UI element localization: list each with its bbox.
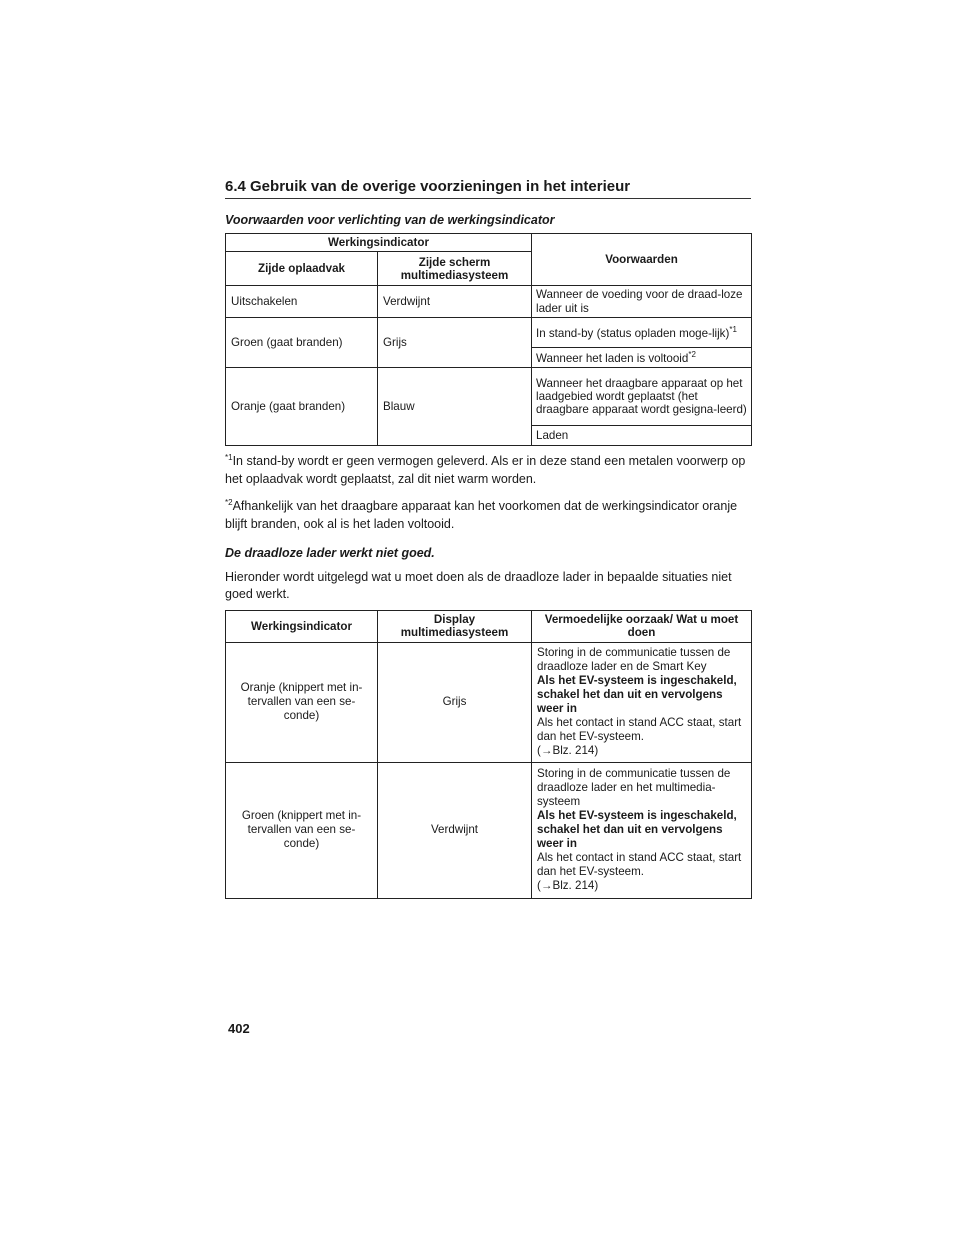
table1-cell: Groen (gaat branden) bbox=[226, 318, 378, 368]
footnote-1 bbox=[225, 452, 751, 488]
table1-head-conditions: Voorwaarden bbox=[532, 234, 752, 286]
action-text: Als het EV-systeem is ingeschakeld, schakel het dan uit en vervolgens weer in bbox=[537, 674, 737, 715]
troubleshooting-table bbox=[225, 610, 752, 899]
table1-cell: Laden bbox=[532, 426, 752, 446]
cause-text: Storing in de communicatie tussen de draadloze lader en het multimedia-systeem bbox=[537, 767, 731, 809]
trouble-intro: Hieronder wordt uitgelegd wat u moet doen als de draadloze lader in bepaalde situaties niet goed werkt. bbox=[225, 569, 732, 601]
indicator-conditions-table bbox=[225, 233, 752, 446]
table1-cell-text: Wanneer het laden is voltooid bbox=[536, 351, 689, 365]
footnote-ref: *1 bbox=[729, 324, 737, 334]
footnote-2 bbox=[225, 497, 751, 533]
table2-head-display: Display multimediasysteem bbox=[378, 610, 532, 642]
table2-head-cause: Vermoedelijke oorzaak/ Wat u moet doen bbox=[532, 610, 752, 642]
table-row bbox=[226, 762, 752, 898]
table-row bbox=[226, 286, 752, 318]
table1-title: Voorwaarden voor verlichting van de werkingsindicator bbox=[225, 213, 555, 227]
table1-cell: Verdwijnt bbox=[378, 286, 532, 318]
page-number: 402 bbox=[228, 1021, 250, 1036]
trouble-heading: De draadloze lader werkt niet goed. bbox=[225, 545, 435, 560]
table1-head-charging-side: Zijde oplaadvak bbox=[226, 252, 378, 286]
table-row bbox=[226, 318, 752, 348]
footnote-text: Afhankelijk van het draagbare apparaat kan het voorkomen dat de werkingsindicator oranje blijft branden, ook al is het laden voltooid. bbox=[225, 499, 738, 531]
table1-cell-text: In stand-by (status opladen moge-lijk) bbox=[536, 326, 730, 340]
table2-cell bbox=[532, 642, 752, 762]
table1-cell: Grijs bbox=[378, 318, 532, 368]
footnote-mark: *1 bbox=[225, 453, 233, 463]
table1-head-group: Werkingsindicator bbox=[226, 234, 532, 252]
action-text: Als het EV-systeem is ingeschakeld, schakel het dan uit en vervolgens weer in bbox=[537, 809, 737, 850]
cause-text: Storing in de communicatie tussen de draadloze lader en de Smart Key bbox=[537, 646, 731, 674]
table1-head-screen-side: Zijde scherm multimediasysteem bbox=[378, 252, 532, 286]
table2-cell: Oranje (knippert met in-tervallen van een se-conde) bbox=[226, 642, 378, 762]
footnote-ref: *2 bbox=[688, 350, 696, 359]
page-content bbox=[225, 178, 751, 899]
section-title: 6.4 Gebruik van de overige voorzieningen in het interieur bbox=[225, 178, 751, 199]
footnote-text: In stand-by wordt er geen vermogen geleverd. Als er in deze stand een metalen voorwerp op het oplaadvak wordt geplaatst, zal dit niet warm worden. bbox=[225, 454, 746, 486]
table-row bbox=[226, 642, 752, 762]
page-reference: (→Blz. 214) bbox=[537, 743, 599, 757]
table2-cell: Verdwijnt bbox=[378, 762, 532, 898]
table1-cell: Uitschakelen bbox=[226, 286, 378, 318]
table2-cell bbox=[532, 762, 752, 898]
table1-cell: Wanneer de voeding voor de draad-loze lader uit is bbox=[532, 286, 752, 318]
table-row bbox=[226, 368, 752, 426]
table2-head-indicator: Werkingsindicator bbox=[226, 610, 378, 642]
page-reference: (→Blz. 214) bbox=[537, 878, 599, 892]
table2-cell: Groen (knippert met in-tervallen van een se-conde) bbox=[226, 762, 378, 898]
note-text: Als het contact in stand ACC staat, start dan het EV-systeem. bbox=[537, 715, 742, 743]
table2-cell: Grijs bbox=[378, 642, 532, 762]
table1-cell: Oranje (gaat branden) bbox=[226, 368, 378, 446]
table1-cell: Blauw bbox=[378, 368, 532, 446]
note-text: Als het contact in stand ACC staat, start dan het EV-systeem. bbox=[537, 850, 742, 878]
footnote-mark: *2 bbox=[225, 498, 233, 508]
table1-cell: Wanneer het draagbare apparaat op het laadgebied wordt geplaatst (het draagbare apparaat wordt gesigna-leerd) bbox=[532, 368, 752, 426]
table1-cell bbox=[532, 318, 752, 348]
table1-cell bbox=[532, 348, 752, 368]
